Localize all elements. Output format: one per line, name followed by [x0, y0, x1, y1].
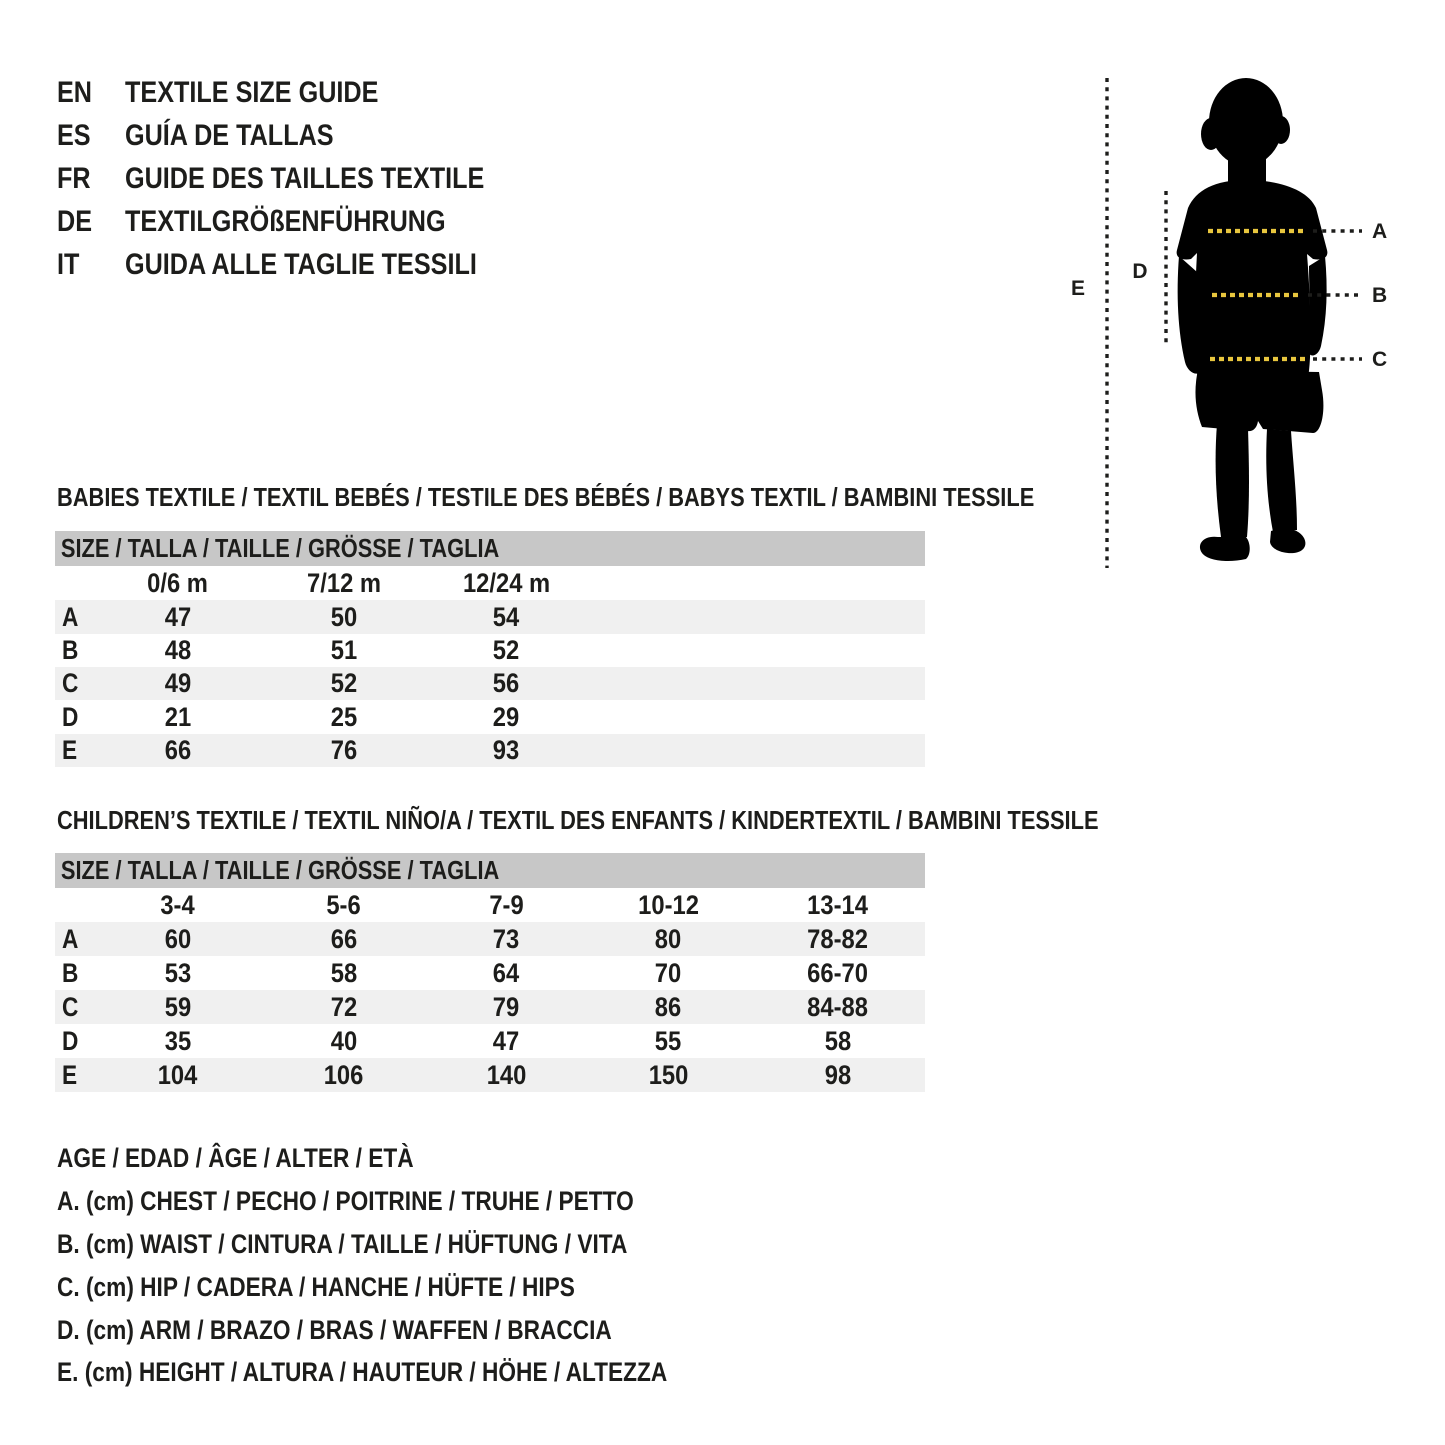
children-table-row-D: D 35 40 47 55 58	[62, 1026, 852, 1056]
children-col-header: 5-6	[326, 890, 362, 920]
measure-label-c: C	[1372, 348, 1388, 371]
language-row-es	[57, 119, 334, 152]
silhouette-shorts	[1195, 370, 1323, 433]
silhouette-hair-left	[1201, 118, 1221, 150]
silhouette-hair-right	[1272, 116, 1290, 144]
measure-label-a: A	[1372, 220, 1388, 243]
babies-table-row-E: E 66 76 93	[55, 734, 925, 767]
guide-title-de: TEXTILGRÖßENFÜHRUNG	[125, 205, 446, 238]
guide-title-it: GUIDA ALLE TAGLIE TESSILI	[125, 248, 477, 281]
language-code: ES	[57, 119, 91, 152]
children-col-header: 10-12	[638, 890, 699, 920]
legend-age-line: AGE / EDAD / ÂGE / ALTER / ETÀ	[57, 1143, 414, 1173]
language-code: EN	[57, 76, 93, 109]
children-table-row-B: B 53 58 64 70 66-70	[62, 958, 869, 988]
silhouette-right-leg	[1266, 429, 1297, 532]
language-code: DE	[57, 205, 93, 238]
legend-chest-line: A. (cm) CHEST / PECHO / POITRINE / TRUHE / PETTO	[57, 1186, 634, 1216]
babies-table-row-B: B 48 51 52	[62, 635, 520, 665]
silhouette-left-leg	[1216, 424, 1249, 537]
measure-label-b: B	[1372, 284, 1388, 307]
language-row-en	[57, 76, 379, 109]
legend-arm-line: D. (cm) ARM / BRAZO / BRAS / WAFFEN / BRACCIA	[57, 1315, 612, 1345]
babies-table-row-D: D 21 25 29	[62, 702, 520, 732]
children-table-row-C: C 59 72 79 86 84-88	[55, 990, 925, 1024]
silhouette-left-shoe	[1200, 537, 1250, 561]
legend-height-line: E. (cm) HEIGHT / ALTURA / HAUTEUR / HÖHE / ALTEZZA	[57, 1357, 668, 1387]
babies-size-header-bar: SIZE / TALLA / TAILLE / GRÖSSE / TAGLIA	[55, 531, 925, 566]
babies-col-header: 12/24 m	[462, 568, 551, 598]
children-col-header: 7-9	[489, 890, 524, 920]
silhouette-right-shoe	[1270, 529, 1305, 554]
children-table-row-A: A 60 66 73 80 78-82	[55, 922, 925, 956]
babies-section-title: BABIES TEXTILE / TEXTIL BEBÉS / TESTILE DES BÉBÉS / BABYS TEXTIL / BAMBINI TESSILE	[57, 482, 1035, 512]
children-section-title: CHILDREN’S TEXTILE / TEXTIL NIÑO/A / TEXTIL DES ENFANTS / KINDERTEXTIL / BAMBINI TESSILE	[57, 805, 1099, 835]
babies-col-header: 0/6 m	[147, 568, 209, 598]
measure-label-e: E	[1070, 277, 1086, 300]
children-column-header-row	[55, 888, 925, 922]
guide-title-fr: GUIDE DES TAILLES TEXTILE	[125, 162, 485, 195]
babies-table-row-A: A 47 50 54	[55, 600, 925, 634]
guide-title-en: TEXTILE SIZE GUIDE	[125, 76, 379, 109]
legend-waist-line: B. (cm) WAIST / CINTURA / TAILLE / HÜFTUNG / VITA	[57, 1229, 628, 1259]
children-table-row-E: E 104 106 140 150 98	[55, 1058, 925, 1092]
children-col-header: 3-4	[160, 890, 196, 920]
guide-title-es: GUÍA DE TALLAS	[125, 119, 334, 152]
language-code: FR	[57, 162, 91, 195]
language-row-fr	[57, 162, 485, 195]
babies-column-header-row	[55, 566, 925, 600]
children-col-header: 13-14	[807, 890, 869, 920]
measure-label-d: D	[1132, 260, 1148, 283]
children-size-header-bar: SIZE / TALLA / TAILLE / GRÖSSE / TAGLIA	[55, 853, 925, 888]
silhouette-right-arm	[1308, 256, 1327, 356]
language-row-it	[57, 248, 477, 281]
babies-table-row-C: C 49 52 56	[55, 667, 925, 700]
language-row-de	[57, 205, 446, 238]
language-code: IT	[57, 248, 80, 281]
babies-col-header: 7/12 m	[307, 568, 381, 598]
legend-hip-line: C. (cm) HIP / CADERA / HANCHE / HÜFTE / HIPS	[57, 1272, 575, 1302]
